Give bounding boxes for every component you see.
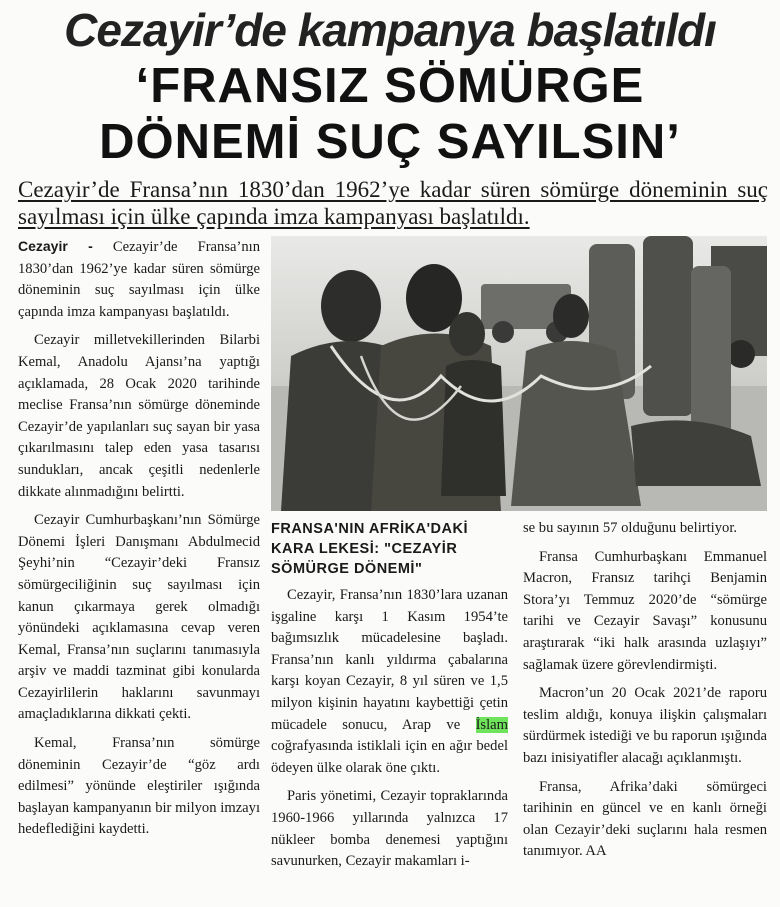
- deck-summary: Cezayir’de Fransa’nın 1830’dan 1962’ye kadar süren sömürge döneminin suç sayılması için ülke çapında imza kampanyası başlatıldı.: [18, 177, 768, 229]
- article-column-3: [523, 518, 767, 870]
- headline-line-1: ‘FRANSIZ SÖMÜRGE: [135, 59, 645, 113]
- highlighted-word: İslam: [475, 716, 508, 733]
- paragraph: Fransa, Afrika’daki sömürgeci tarihinin en güncel ve en kanlı örneği olan Cezayir’deki suçlarını hala resmen tanımıyor. AA: [523, 778, 767, 860]
- paragraph-text: coğrafyasında istiklali için en ağır bedel ödeyen ülke olarak öne çıktı.: [271, 738, 508, 776]
- paragraph: Paris yönetimi, Cezayir topraklarında 1960-1966 yıllarında yalnızca 17 nükleer bomba denemesi yaptığını savunurken, Cezayir makamları i-: [271, 788, 508, 870]
- paragraph: Kemal, Fransa’nın sömürge döneminin Cezayir’de “göz ardı edilmesi” yönünde eleştiriler ışığında başlayan kampanyanın bir milyon imzayı hedeflediğini kaydetti.: [18, 735, 260, 838]
- paragraph: Cezayir Cumhurbaşkanı’nın Sömürge Dönemi İşleri Danışmanı Abdulmecid Şeyhi’nin “Cezayir’deki Fransız sömürgeciliğinin suç sayılması için kanun çıkarmaya gerek olmadığı yönündeki açıklamasına cevap veren Kemal, Fransa’nın suçlarını tanımasıyla arşiv ve maddi tazminat gibi konularda Cezayirlilerin haklarını savunmayı amaçladıklarına dikkati çekti.: [18, 512, 260, 723]
- headline: [0, 58, 780, 170]
- news-photo: [271, 236, 767, 511]
- paragraph-text: Cezayir’de Fransa’nın 1830’dan 1962’ye kadar süren sömürge döneminin suç sayılması için ülke çapında imza kampanyası başlatıldı.: [18, 239, 260, 320]
- paragraph: [271, 585, 508, 779]
- paragraph: Macron’un 20 Ocak 2021’de raporu teslim aldığı, konuya ilişkin çalışmaları sürdürmek istediği ve bu raporun ışığında bazı inisiyatifler alacağı açıklanmıştı.: [523, 685, 767, 766]
- headline-line-2: DÖNEMİ SUÇ SAYILSIN’: [99, 115, 681, 169]
- paragraph: se bu sayının 57 olduğunu belirtiyor.: [523, 520, 738, 536]
- article-column-2: [271, 585, 508, 880]
- paragraph-text: Cezayir, Fransa’nın 1830’lara uzanan işgaline karşı 1 Kasım 1954’te bağımsızlık mücadelesine başladı. Fransa’nın kanlı yıldırma çabalarına karşı koyan Cezayir, 8 yıl süren ve 1,5 milyon kişinin hayatını kaybettiği çetin mücadele sonucu, Arap ve: [271, 587, 508, 733]
- dateline: Cezayir -: [18, 238, 93, 254]
- article-column-1: [18, 236, 260, 848]
- kicker-title: Cezayir’de kampanya başlatıldı: [64, 4, 716, 56]
- paragraph: Fransa Cumhurbaşkanı Emmanuel Macron, Fransız tarihçi Benjamin Stora’yı Temmuz 2020’de “sömürge tarihi ve Cezayir Savaşı” konusunu araştırarak “iki halk arasında uzlaşıyı” sağlamak üzere görevlendirmişti.: [523, 548, 767, 673]
- photo-illustration: [271, 236, 767, 511]
- lead-paragraph: [18, 236, 260, 323]
- section-subhead: FRANSA'NIN AFRİKA'DAKİ KARA LEKESİ: "CEZAYİR SÖMÜRGE DÖNEMİ": [271, 521, 468, 577]
- paragraph: Cezayir milletvekillerinden Bilarbi Kemal, Anadolu Ajansı’na yaptığı açıklamada, 28 Ocak 2020 tarihinde meclise Fransa’nın sömürge döneminde Cezayir’de yapılanları suç sayan bir yasa çıkarılmasını talep eden yasa tasarısı sundukları, ancak çeşitli nedenlerle dikkate alınmadığını belirtti.: [18, 332, 260, 500]
